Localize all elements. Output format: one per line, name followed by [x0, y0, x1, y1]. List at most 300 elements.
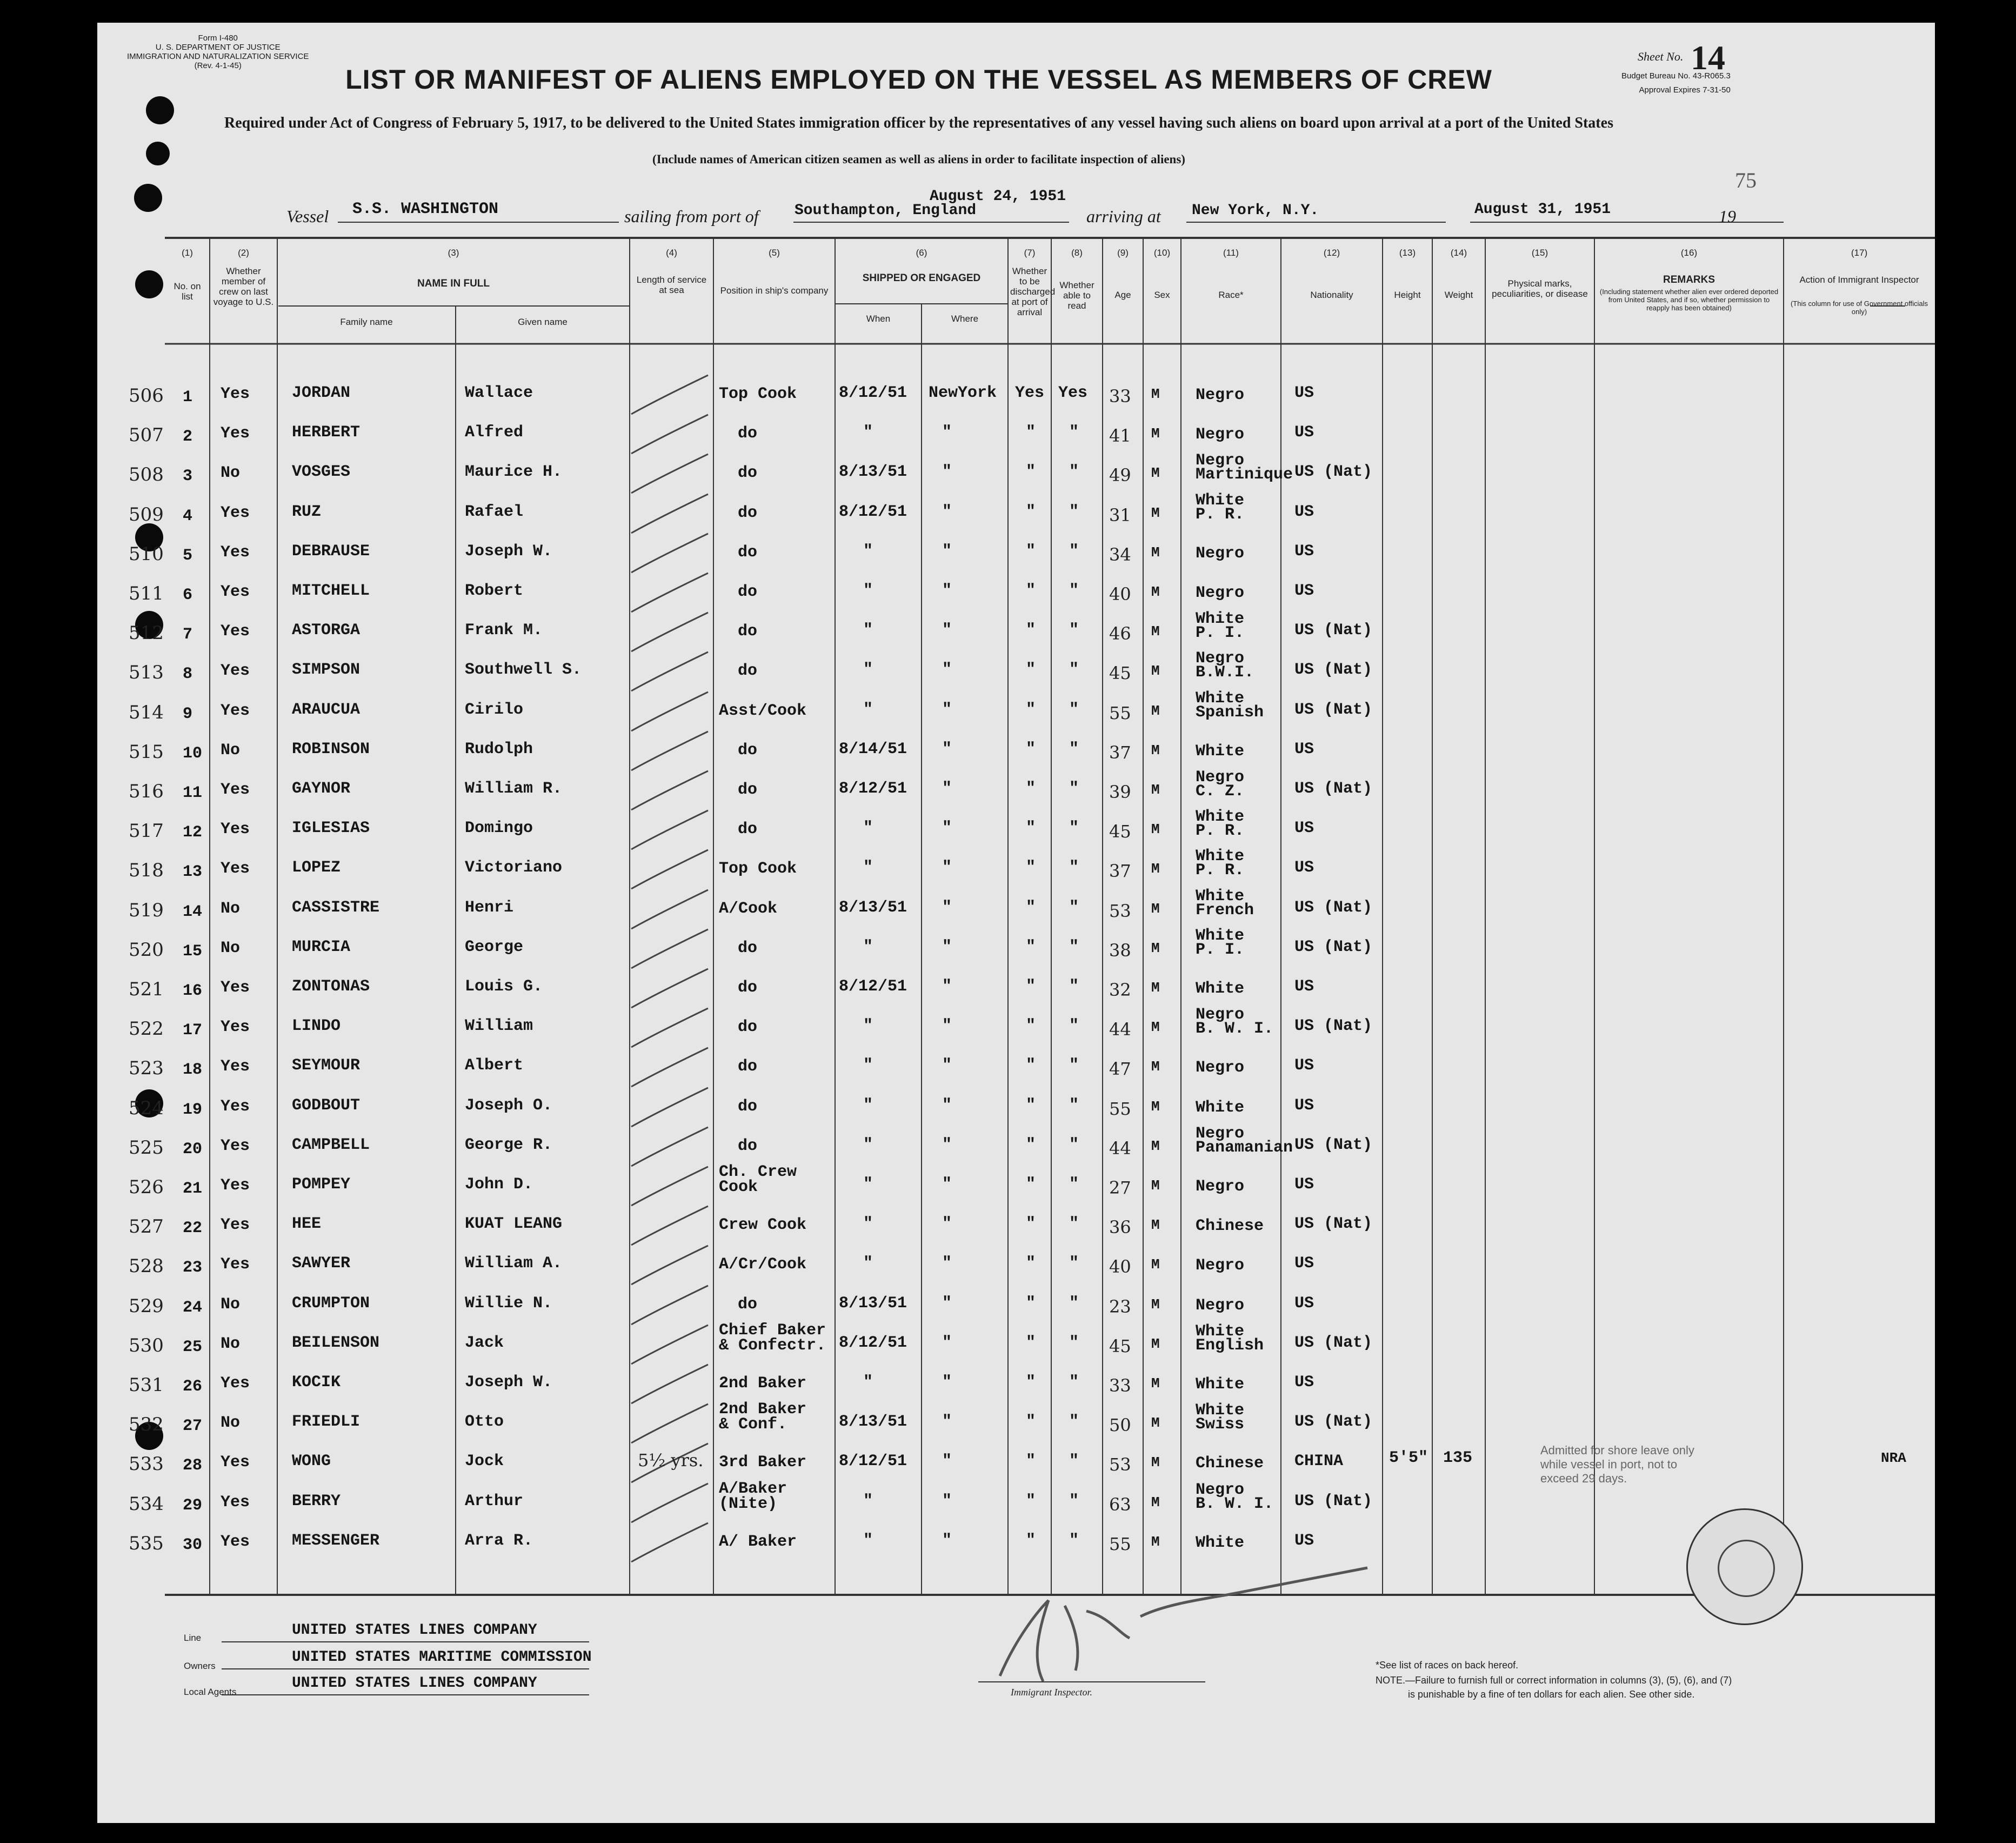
- family-name: BERRY: [292, 1492, 341, 1511]
- last-voyage: Yes: [221, 1255, 250, 1274]
- shipped-where: ": [942, 1096, 952, 1115]
- sheet-line-ref: 524: [129, 1097, 164, 1119]
- last-voyage: Yes: [221, 1453, 250, 1472]
- position: do: [738, 583, 758, 601]
- race-origin: P. R.: [1196, 505, 1245, 524]
- family-name: RUZ: [292, 502, 322, 521]
- last-voyage: Yes: [221, 543, 250, 562]
- position: do: [738, 820, 758, 839]
- age: 31: [1109, 504, 1131, 525]
- approval-expiry: Approval Expires 7-31-50: [1639, 85, 1731, 95]
- discharged: ": [1026, 1333, 1036, 1352]
- family-name: JORDAN: [292, 384, 351, 402]
- last-voyage: Yes: [221, 1532, 250, 1551]
- sheet-line-ref: 535: [129, 1532, 164, 1554]
- race: Negro: [1196, 1006, 1245, 1024]
- row-number: 19: [183, 1100, 203, 1119]
- able-to-read: ": [1069, 1175, 1079, 1194]
- discharged: ": [1026, 1373, 1036, 1392]
- position: Top Cook: [719, 860, 797, 879]
- position: do: [738, 503, 758, 522]
- page-title: LIST OR MANIFEST OF ALIENS EMPLOYED ON THE VESSEL AS MEMBERS OF CREW: [345, 64, 1492, 95]
- sex: M: [1151, 1256, 1160, 1273]
- family-name: ASTORGA: [292, 621, 361, 640]
- nationality: US (Nat): [1294, 621, 1373, 640]
- column-header-c5: Position in ship's company: [720, 285, 829, 296]
- position: do: [738, 741, 758, 760]
- last-voyage: Yes: [221, 622, 250, 641]
- sex: M: [1151, 465, 1160, 482]
- able-to-read: ": [1069, 1056, 1079, 1075]
- age: 33: [1109, 386, 1131, 407]
- race: Negro: [1196, 1256, 1245, 1275]
- age: 49: [1109, 465, 1131, 486]
- column-header-c13: Height: [1394, 290, 1421, 300]
- last-voyage: Yes: [221, 701, 250, 720]
- able-to-read: Yes: [1058, 384, 1088, 402]
- owners-label: Owners: [184, 1661, 216, 1671]
- column-header-c15: Physical marks, peculiarities, or disease: [1492, 278, 1588, 299]
- race: Chinese: [1196, 1217, 1264, 1236]
- race-origin: P. I.: [1196, 940, 1245, 959]
- nationality: US: [1294, 1175, 1314, 1194]
- age: 32: [1109, 980, 1131, 1000]
- age: 37: [1109, 742, 1131, 763]
- sheet-line-ref: 518: [129, 860, 164, 882]
- shipped-where: ": [942, 1056, 952, 1075]
- row-number: 12: [183, 823, 203, 842]
- race: White: [1196, 610, 1245, 629]
- race: White: [1196, 742, 1245, 761]
- last-voyage: No: [221, 1414, 241, 1433]
- line-label: Line: [184, 1633, 202, 1643]
- given-name: William R.: [465, 780, 563, 798]
- able-to-read: ": [1069, 423, 1079, 442]
- family-name: LINDO: [292, 1017, 341, 1036]
- shipped-when: ": [863, 700, 873, 719]
- shipped-when: ": [863, 621, 873, 640]
- length-of-service: 5½ yrs.: [638, 1450, 704, 1471]
- column-header-c2: Whether member of crew on last voyage to U.S.: [213, 266, 274, 307]
- race: Negro: [1196, 1124, 1245, 1143]
- row-number: 9: [183, 704, 193, 723]
- nationality: US (Nat): [1294, 1492, 1373, 1511]
- row-number: 16: [183, 982, 203, 1000]
- race-origin: French: [1196, 901, 1254, 920]
- age: 46: [1109, 623, 1131, 644]
- given-name: Maurice H.: [465, 463, 563, 482]
- last-voyage: Yes: [221, 1018, 250, 1037]
- row-number: 1: [183, 388, 193, 407]
- remark-line2: while vessel in port, not to: [1540, 1458, 1678, 1472]
- row-number: 10: [183, 744, 203, 763]
- shipped-where: ": [942, 1175, 952, 1194]
- discharged: ": [1026, 937, 1036, 956]
- column-number: (12): [1323, 248, 1340, 258]
- column-header-c14: Weight: [1444, 290, 1473, 300]
- vessel-name: S.S. WASHINGTON: [352, 200, 499, 218]
- age: 41: [1109, 425, 1131, 447]
- sheet-label: Sheet No.: [1638, 50, 1684, 63]
- given-name: Willie N.: [465, 1294, 553, 1313]
- family-name: BEILENSON: [292, 1333, 380, 1352]
- sheet-line-ref: 534: [129, 1493, 164, 1515]
- discharged: ": [1026, 582, 1036, 600]
- column-header-c11: Race*: [1218, 290, 1244, 300]
- sheet-line-ref: 530: [129, 1334, 164, 1356]
- discharged: ": [1026, 977, 1036, 996]
- race: White: [1196, 926, 1245, 945]
- age: 33: [1109, 1375, 1131, 1396]
- shipped-where: ": [942, 661, 952, 680]
- sex: M: [1151, 386, 1160, 402]
- race-origin: P. R.: [1196, 861, 1245, 880]
- sheet-line-ref: 507: [129, 424, 164, 447]
- column-number: (8): [1071, 248, 1083, 258]
- given-name: Domingo: [465, 819, 533, 838]
- given-name: Frank M.: [465, 621, 543, 640]
- nationality: US: [1294, 740, 1314, 759]
- position: do: [738, 464, 758, 483]
- shipped-when: 8/13/51: [839, 1294, 907, 1313]
- race-origin: Martinique: [1196, 465, 1293, 484]
- race: Negro: [1196, 649, 1245, 668]
- family-name: HEE: [292, 1215, 322, 1234]
- sex: M: [1151, 663, 1160, 680]
- position-line2: Cook: [719, 1178, 758, 1196]
- race: White: [1196, 1098, 1245, 1117]
- given-name: Albert: [465, 1056, 524, 1075]
- given-name: Wallace: [465, 384, 533, 402]
- last-voyage: Yes: [221, 385, 250, 403]
- age: 38: [1109, 940, 1131, 961]
- family-name: MURCIA: [292, 937, 351, 956]
- position: A/Baker: [719, 1479, 787, 1498]
- shipped-when: ": [863, 423, 873, 442]
- age: 23: [1109, 1296, 1131, 1317]
- given-name: Rudolph: [465, 740, 533, 759]
- shipped-where: ": [942, 898, 952, 917]
- year-label: 19: [1719, 207, 1736, 226]
- family-name: ARAUCUA: [292, 700, 361, 719]
- shipped-where: ": [942, 977, 952, 996]
- column-subheader-c6a: When: [866, 314, 891, 324]
- shipped-where: ": [942, 542, 952, 561]
- row-number: 13: [183, 863, 203, 882]
- column-number: (10): [1153, 248, 1171, 258]
- shipped-when: ": [863, 542, 873, 561]
- column-header-c9: Age: [1114, 290, 1131, 300]
- able-to-read: ": [1069, 463, 1079, 482]
- race: Negro: [1196, 768, 1245, 787]
- position-line2: & Confectr.: [719, 1336, 826, 1355]
- sex: M: [1151, 702, 1160, 719]
- able-to-read: ": [1069, 582, 1079, 600]
- row-number: 17: [183, 1021, 203, 1040]
- nationality: US: [1294, 1254, 1314, 1273]
- last-voyage: No: [221, 741, 241, 760]
- given-name: Henri: [465, 898, 514, 917]
- shipped-where: ": [942, 1254, 952, 1273]
- position: do: [738, 1097, 758, 1116]
- nationality: US: [1294, 502, 1314, 521]
- able-to-read: ": [1069, 1017, 1079, 1036]
- given-name: KUAT LEANG: [465, 1215, 563, 1234]
- given-name: Joseph W.: [465, 1373, 553, 1392]
- nationality: US: [1294, 384, 1314, 402]
- given-name: Arthur: [465, 1492, 524, 1511]
- nationality: US (Nat): [1294, 898, 1373, 917]
- row-number: 6: [183, 586, 193, 604]
- sheet-line-ref: 532: [129, 1414, 164, 1436]
- family-name: FRIEDLI: [292, 1413, 361, 1432]
- last-voyage: Yes: [221, 979, 250, 997]
- shipped-when: 8/12/51: [839, 384, 907, 402]
- nationality: US (Nat): [1294, 780, 1373, 798]
- sex: M: [1151, 1533, 1160, 1550]
- shipped-when: ": [863, 1254, 873, 1273]
- row-number: 4: [183, 507, 193, 525]
- row-number: 14: [183, 902, 203, 921]
- able-to-read: ": [1069, 1135, 1079, 1154]
- race: White: [1196, 847, 1245, 866]
- family-name: SIMPSON: [292, 661, 361, 680]
- shipped-where: ": [942, 937, 952, 956]
- last-voyage: Yes: [221, 860, 250, 879]
- able-to-read: ": [1069, 1373, 1079, 1392]
- discharged: ": [1026, 1413, 1036, 1432]
- column-header-c10: Sex: [1154, 290, 1170, 300]
- shipped-when: 8/12/51: [839, 1333, 907, 1352]
- sex: M: [1151, 821, 1160, 838]
- able-to-read: ": [1069, 1096, 1079, 1115]
- shipped-where: ": [942, 1333, 952, 1352]
- discharged: ": [1026, 1492, 1036, 1511]
- shipped-when: 8/13/51: [839, 463, 907, 482]
- race: White: [1196, 689, 1245, 708]
- column-number: (16): [1680, 248, 1698, 258]
- nationality: US: [1294, 819, 1314, 838]
- family-name: KOCIK: [292, 1373, 341, 1392]
- age: 45: [1109, 663, 1131, 684]
- nationality: US (Nat): [1294, 937, 1373, 956]
- arriving-label: arriving at: [1086, 207, 1161, 226]
- row-number: 20: [183, 1140, 203, 1159]
- column-header-c4: Length of service at sea: [636, 275, 707, 295]
- age: 27: [1109, 1177, 1131, 1198]
- nationality: US: [1294, 977, 1314, 996]
- family-name: GODBOUT: [292, 1096, 361, 1115]
- last-voyage: No: [221, 899, 241, 918]
- discharged: ": [1026, 1175, 1036, 1194]
- sex: M: [1151, 742, 1160, 759]
- last-voyage: No: [221, 464, 241, 483]
- row-number: 25: [183, 1338, 203, 1356]
- race: Negro: [1196, 1480, 1245, 1499]
- column-header-c8: Whether able to read: [1059, 280, 1094, 311]
- column-number: (13): [1399, 248, 1416, 258]
- owners-value: UNITED STATES MARITIME COMMISSION: [292, 1649, 592, 1666]
- discharged: ": [1026, 1294, 1036, 1313]
- nationality: US (Nat): [1294, 1333, 1373, 1352]
- remark-line3: exceed 29 days.: [1540, 1472, 1627, 1486]
- discharged: ": [1026, 780, 1036, 798]
- family-name: CAMPBELL: [292, 1135, 370, 1154]
- shipped-where: ": [942, 1017, 952, 1036]
- shipped-where: ": [942, 780, 952, 798]
- last-voyage: Yes: [221, 781, 250, 799]
- sheet-line-ref: 528: [129, 1255, 164, 1278]
- sheet-line-ref: 506: [129, 385, 164, 407]
- sex: M: [1151, 782, 1160, 798]
- position: do: [738, 1018, 758, 1037]
- column-header-c6: SHIPPED OR ENGAGED: [862, 272, 981, 284]
- given-name: Louis G.: [465, 977, 543, 996]
- race-origin: C. Z.: [1196, 782, 1245, 801]
- race-origin: Panamanian: [1196, 1138, 1293, 1157]
- column-number: (6): [916, 248, 927, 258]
- row-number: 28: [183, 1456, 203, 1475]
- inspector-signature: [967, 1557, 1389, 1687]
- given-name: Otto: [465, 1413, 504, 1432]
- sheet-line-ref: 511: [129, 583, 164, 604]
- race: Negro: [1196, 544, 1245, 563]
- column-subheader-c3a: Family name: [340, 317, 393, 327]
- column-subheader-c6b: Where: [951, 314, 979, 324]
- sheet-line-ref: 522: [129, 1018, 164, 1040]
- age: 34: [1109, 544, 1131, 565]
- age: 39: [1109, 782, 1131, 802]
- given-name: Jock: [465, 1452, 504, 1471]
- sheet-line-ref: 512: [129, 622, 164, 644]
- race: Negro: [1196, 386, 1245, 404]
- age: 55: [1109, 1533, 1131, 1554]
- sex: M: [1151, 1494, 1160, 1511]
- shipped-when: 8/12/51: [839, 780, 907, 798]
- given-name: Victoriano: [465, 859, 563, 877]
- last-voyage: Yes: [221, 820, 250, 839]
- age: 50: [1109, 1415, 1131, 1436]
- shipped-when: ": [863, 1215, 873, 1234]
- last-voyage: Yes: [221, 1097, 250, 1116]
- shipped-when: ": [863, 1373, 873, 1392]
- nationality: US (Nat): [1294, 661, 1373, 680]
- sex: M: [1151, 940, 1160, 956]
- nationality: US: [1294, 1373, 1314, 1392]
- row-number: 7: [183, 626, 193, 644]
- sheet-line-ref: 515: [129, 741, 164, 763]
- age: 47: [1109, 1059, 1131, 1080]
- discharged: ": [1026, 1056, 1036, 1075]
- row-number: 18: [183, 1061, 203, 1080]
- able-to-read: ": [1069, 621, 1079, 640]
- sex: M: [1151, 1137, 1160, 1154]
- sex: M: [1151, 1019, 1160, 1036]
- sex: M: [1151, 1375, 1160, 1392]
- discharged: ": [1026, 1452, 1036, 1471]
- position: do: [738, 543, 758, 562]
- fine-note: NOTE.—Failure to furnish full or correct information in columns (3), (5), (6), and (7): [1376, 1675, 1732, 1686]
- shipped-where: ": [942, 700, 952, 719]
- shipped-when: ": [863, 1017, 873, 1036]
- nationality: US (Nat): [1294, 1017, 1373, 1036]
- sheet-line-ref: 509: [129, 503, 164, 525]
- position: 3rd Baker: [719, 1453, 807, 1472]
- nationality: US (Nat): [1294, 463, 1373, 482]
- nationality: US (Nat): [1294, 1215, 1373, 1234]
- family-name: DEBRAUSE: [292, 542, 370, 561]
- form-number: Form I-480: [198, 34, 238, 43]
- nationality: US: [1294, 542, 1314, 561]
- sheet-number: 14: [1691, 38, 1725, 77]
- fine-note-cont: is punishable by a fine of ten dollars for each alien. See other side.: [1408, 1689, 1695, 1700]
- sailing-date: August 24, 1951: [930, 188, 1066, 205]
- sheet-line-ref: 527: [129, 1216, 164, 1238]
- column-header-c3: NAME IN FULL: [417, 278, 490, 289]
- punch-hole: [135, 270, 163, 298]
- nationality: CHINA: [1294, 1452, 1344, 1471]
- race-origin: B. W. I.: [1196, 1020, 1274, 1039]
- discharged: ": [1026, 1254, 1036, 1273]
- last-voyage: Yes: [221, 1176, 250, 1195]
- able-to-read: ": [1069, 1215, 1079, 1234]
- row-number: 27: [183, 1417, 203, 1436]
- given-name: John D.: [465, 1175, 533, 1194]
- able-to-read: ": [1069, 502, 1079, 521]
- column-subheader-c16b: (Including statement whether alien ever ordered deported from United States, and if so, whether permission to reapply has been obtained): [1599, 288, 1779, 312]
- sex: M: [1151, 1098, 1160, 1115]
- position: do: [738, 939, 758, 957]
- shipped-when: ": [863, 1135, 873, 1154]
- given-name: Arra R.: [465, 1531, 533, 1550]
- age: 55: [1109, 702, 1131, 723]
- sex: M: [1151, 544, 1160, 561]
- sheet-line-ref: 526: [129, 1176, 164, 1198]
- column-header-c17: Action of Immigrant Inspector: [1799, 275, 1919, 285]
- position: Crew Cook: [719, 1216, 807, 1235]
- height: 5'5": [1389, 1449, 1428, 1468]
- column-number: (3): [448, 248, 459, 258]
- nationality: US: [1294, 582, 1314, 600]
- form-dept: U. S. DEPARTMENT OF JUSTICE: [155, 43, 281, 52]
- race: Negro: [1196, 1059, 1245, 1077]
- position: Top Cook: [719, 385, 797, 403]
- age: 53: [1109, 1454, 1131, 1475]
- able-to-read: ": [1069, 780, 1079, 798]
- race: White: [1196, 1401, 1245, 1420]
- sex: M: [1151, 1177, 1160, 1194]
- discharged: ": [1026, 700, 1036, 719]
- race: White: [1196, 1375, 1245, 1394]
- given-name: Alfred: [465, 423, 524, 442]
- shipped-when: ": [863, 937, 873, 956]
- column-header-c7: Whether to be discharged at port of arrival: [1010, 266, 1056, 317]
- shipped-when: 8/12/51: [839, 1452, 907, 1471]
- sheet-reference: 75: [1735, 168, 1757, 192]
- race: Negro: [1196, 584, 1245, 602]
- position: A/Cook: [719, 899, 778, 918]
- sheet-line-ref: 517: [129, 820, 164, 842]
- shipped-when: ": [863, 819, 873, 838]
- family-name: HERBERT: [292, 423, 361, 442]
- shipped-when: ": [863, 661, 873, 680]
- position: Asst/Cook: [719, 701, 807, 720]
- shipped-where: ": [942, 740, 952, 759]
- position: 2nd Baker: [719, 1400, 807, 1419]
- column-number: (17): [1851, 248, 1868, 258]
- able-to-read: ": [1069, 859, 1079, 877]
- shipped-where: ": [942, 1294, 952, 1313]
